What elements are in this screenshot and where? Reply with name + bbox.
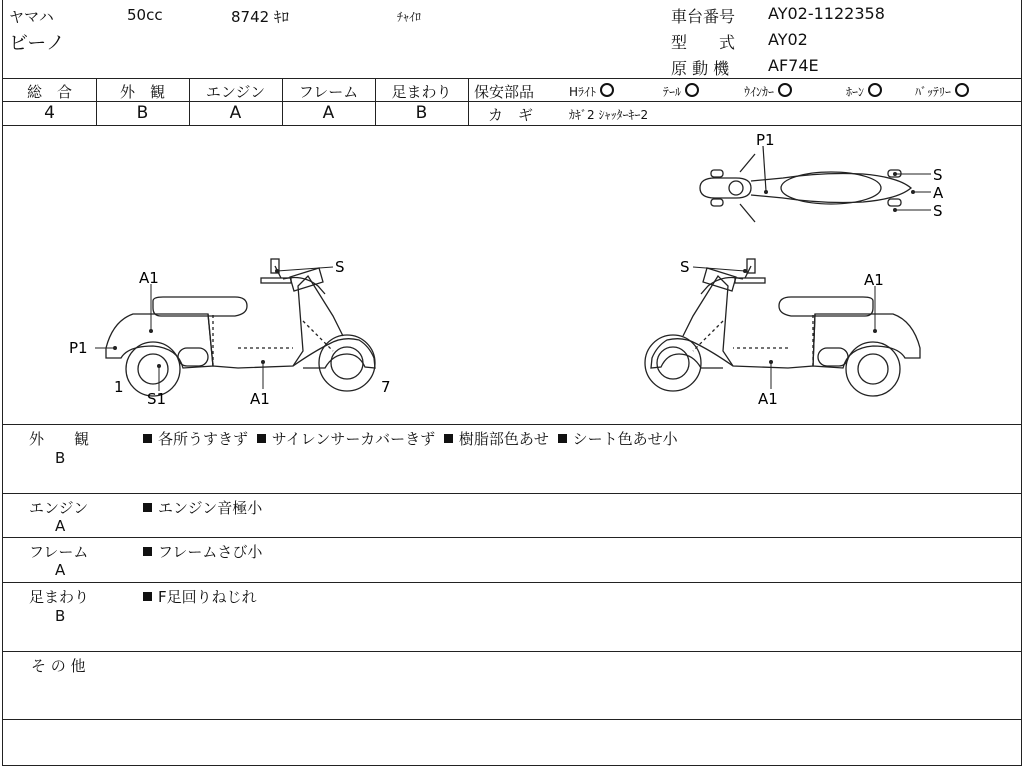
divider [469,101,1022,102]
bullet-square-icon [257,434,266,443]
score-value-exterior: B [136,103,149,123]
mark-right-a1-bottom: A1 [758,390,778,408]
mark-right-a1-top: A1 [864,271,884,289]
remark-items-suspension [139,586,257,607]
chassis-value: AY02-1122358 [768,4,885,23]
divider [3,719,1022,720]
score-label-suspension: 足まわり [391,83,452,101]
divider [3,493,1022,494]
remark-category-exterior: 外 観 [29,430,90,448]
remark-item: 樹脂部色あせ [458,430,549,448]
key-value: ｶｷﾞ2 ｼｬｯﾀｰｷｰ2 [569,108,649,122]
engine-label: 原 動 機 [671,59,730,78]
remark-item: 各所うすきず [158,430,249,448]
remark-item: フレームさび小 [158,543,263,561]
inspection-sheet [2,0,1022,766]
remark-grade-exterior: B [55,449,66,467]
bullet-square-icon [558,434,567,443]
mark-left-7: 7 [381,378,391,396]
scooter-top-view [700,154,911,222]
remark-items-frame [139,541,262,562]
remark-item: サイレンサーカバーきず [271,430,436,448]
scooter-diagram [3,126,1022,424]
score-label-exterior: 外 観 [119,83,165,101]
mileage: 8742 ｷﾛ [231,8,289,26]
type-value: AY02 [768,30,808,49]
ok-circle-icon [868,83,882,97]
model-name: ビーノ [9,32,65,54]
safety-item-name: ﾃｰﾙ [663,85,682,99]
bullet-square-icon [143,592,152,601]
mark-left-a1-top: A1 [139,269,159,287]
score-value-frame: A [322,103,335,123]
score-label-engine: エンジン [205,83,266,101]
mark-top-s2: S [933,202,943,220]
color: ﾁｬｲﾛ [397,10,422,24]
remark-category-engine: エンジン [29,499,89,517]
remark-grade-engine: A [55,517,66,535]
safety-item-winker [744,83,792,100]
safety-parts-label: 保安部品 [474,83,535,101]
mark-top-s1: S [933,166,943,184]
bullet-square-icon [143,434,152,443]
remark-items-exterior [139,428,678,449]
mark-left-a1-bottom: A1 [250,390,270,408]
chassis-label: 車台番号 [671,7,736,26]
remark-item: シート色あせ小 [572,430,678,448]
mark-left-s1: S1 [147,390,167,408]
mark-left-p1: P1 [69,339,88,357]
score-value-overall: 4 [44,103,55,123]
ok-circle-icon [955,83,969,97]
divider [3,424,1022,425]
mark-top-a: A [933,184,944,202]
safety-item-tail [663,83,699,100]
bullet-square-icon [143,547,152,556]
safety-item-name: ﾊﾞｯﾃﾘｰ [915,85,952,99]
safety-item-name: ｳｲﾝｶｰ [744,85,775,99]
mark-left-s: S [335,258,345,276]
ok-circle-icon [600,83,614,97]
divider [3,582,1022,583]
score-label-overall: 総 合 [26,83,72,101]
remark-category-frame: フレーム [29,543,89,561]
displacement: 50cc [127,6,163,24]
bullet-square-icon [143,503,152,512]
divider [3,651,1022,652]
mark-left-1: 1 [114,378,124,396]
remark-grade-frame: A [55,561,66,579]
bullet-square-icon [444,434,453,443]
safety-item-battery [915,83,969,100]
remark-category-suspension: 足まわり [29,588,90,606]
remark-grade-suspension: B [55,607,66,625]
maker-name: ヤマハ [9,8,54,26]
safety-item-headlight [569,83,614,100]
divider [3,78,1022,79]
remark-item: F足回りねじれ [158,588,257,606]
remark-items-engine [139,497,262,518]
divider [3,537,1022,538]
ok-circle-icon [778,83,792,97]
divider [468,78,469,125]
remark-category-other: そ の 他 [31,657,86,675]
engine-value: AF74E [768,56,819,75]
remark-item: エンジン音極小 [158,499,263,517]
score-value-engine: A [229,103,242,123]
ok-circle-icon [685,83,699,97]
mark-top-p1: P1 [756,131,775,149]
safety-item-name: Hﾗｲﾄ [569,85,597,99]
type-label: 型 式 [671,33,736,52]
safety-item-name: ﾎｰﾝ [846,85,865,99]
mark-right-s: S [680,258,690,276]
score-label-frame: フレーム [298,83,359,101]
key-label: カ ギ [488,106,534,124]
score-value-suspension: B [415,103,428,123]
safety-item-horn [846,83,882,100]
